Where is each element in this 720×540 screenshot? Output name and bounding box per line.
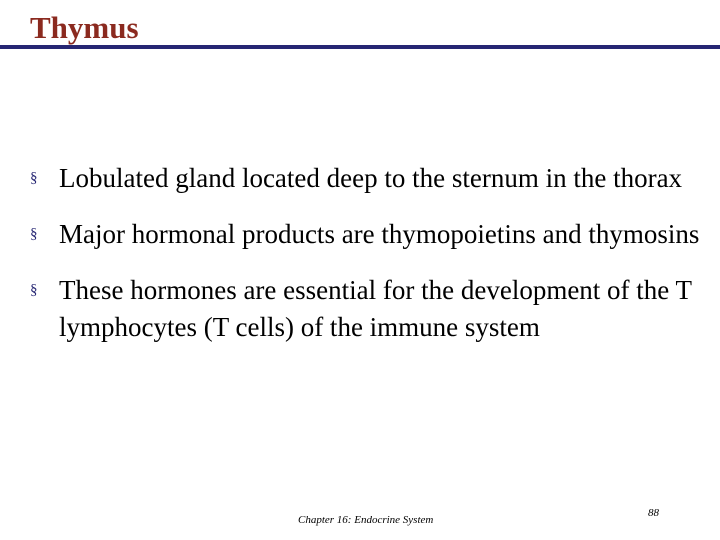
bullet-text: Lobulated gland located deep to the sternum in the thorax [59, 163, 683, 193]
bullet-marker-icon: § [30, 282, 38, 298]
bullet-item [30, 160, 700, 197]
title-underline [0, 45, 720, 49]
bullet-text: Major hormonal products are thymopoietins and thymosins [59, 219, 700, 249]
bullet-list [30, 160, 700, 365]
slide-title: Thymus [30, 10, 139, 45]
bullet-marker-icon: § [30, 226, 38, 242]
bullet-marker-icon: § [30, 170, 38, 186]
page-number: 88 [648, 507, 659, 519]
bullet-item [30, 216, 700, 253]
slide-footer: Chapter 16: Endocrine System [298, 514, 434, 526]
bullet-item [30, 272, 700, 346]
bullet-text: These hormones are essential for the development of the T lymphocytes (T cells) of the immune system [59, 275, 692, 342]
